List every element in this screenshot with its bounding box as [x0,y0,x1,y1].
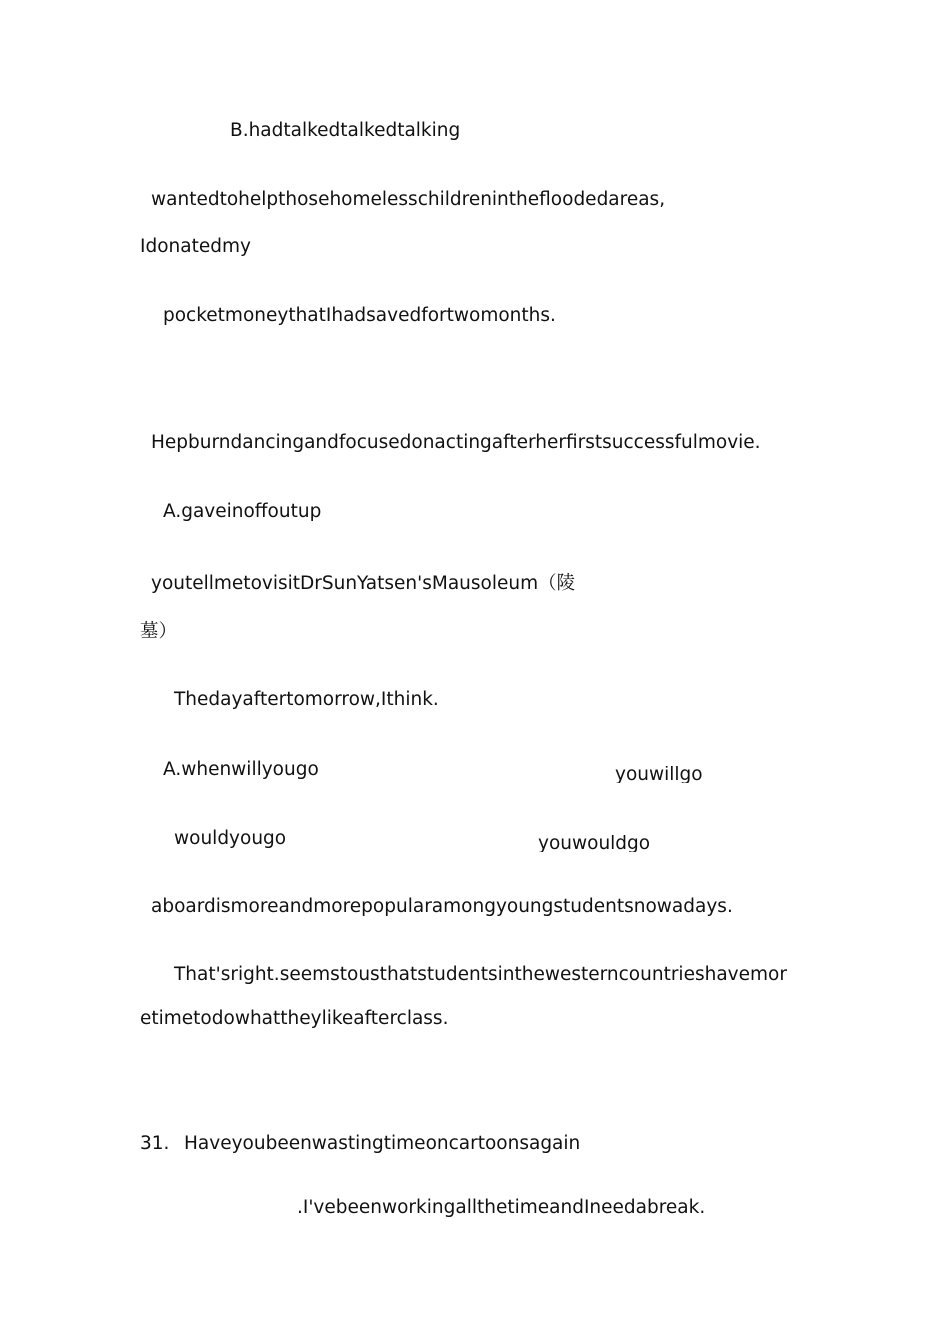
question-text-line: aboardismoreandmorepopularamongyoungstudentsnowadays. [151,896,733,917]
question-text-line: Idonatedmy [140,236,251,257]
question-number: 31. [140,1133,170,1154]
question-text-line: wantedtohelpthosehomelesschildreninthefloodedareas, [151,189,666,210]
answer-line: Thedayaftertomorrow,Ithink. [174,689,439,710]
option-b-line: youwillgo [615,766,703,783]
option-a-line: A.whenwillyougo [163,759,319,780]
option-d-line: youwouldgo [538,835,651,852]
question-text-line: Haveyoubeenwastingtimeoncartoonsagain [184,1133,581,1154]
answer-line: That'sright.seemstousthatstudentsinthewesterncountrieshavemor [174,964,787,985]
answer-line: etimetodowhattheylikeafterclass. [140,1008,449,1029]
answer-line: .I'vebeenworkingallthetimeandIneedabreak. [297,1197,706,1218]
option-a-line: A.gaveinoffoutup [163,501,322,522]
question-text-line: youtellmetovisitDrSunYatsen'sMausoleum（陵 [151,573,576,594]
question-text-line: 墓） [140,621,178,642]
option-c-line: wouldyougo [174,828,287,849]
question-text-line: pocketmoneythatIhadsavedfortwomonths. [163,305,556,326]
question-text-line: Hepburndancingandfocusedonactingafterherfirstsuccessfulmovie. [151,432,761,453]
option-b-line: B.hadtalkedtalkedtalking [230,120,461,141]
